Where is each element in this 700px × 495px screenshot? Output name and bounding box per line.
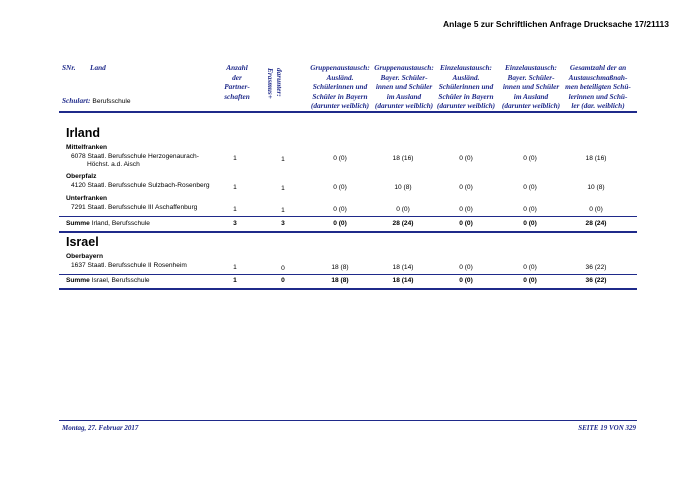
header-einzel-ausland [434, 63, 498, 111]
header-einzel-bayer [497, 63, 565, 111]
header-gruppen-bayer [370, 63, 438, 111]
schulart-value: Berufsschule [92, 98, 131, 105]
school-name: 7291 Staatl. Berufsschule III Aschaffenburg [71, 204, 198, 211]
sum-ind-in: 0 (0) [459, 277, 473, 284]
sum-rule-top [59, 274, 637, 275]
cell-partner: 1 [233, 264, 237, 271]
cell-ind-in: 0 (0) [459, 264, 473, 271]
cell-total: 10 (8) [587, 184, 605, 191]
country-heading-israel: Israel [66, 235, 99, 249]
header-line: Gruppenaustausch: [374, 63, 434, 72]
school-name: 1637 Staatl. Berufsschule II Rosenheim [71, 262, 187, 269]
header-line: Ausländ. [326, 72, 354, 82]
region-heading: Oberbayern [66, 253, 104, 260]
cell-total: 18 (16) [585, 155, 607, 162]
header-line: schaften [224, 91, 250, 101]
header-line: Bayer. Schüler- [507, 72, 555, 82]
header-line: Austauschmaßnah- [568, 72, 628, 82]
header-line: Gruppenaustausch: [310, 63, 370, 72]
school-line: Höchst. a.d. Aisch [87, 161, 140, 168]
sum-rule-top [59, 216, 637, 217]
cell-erasmus: 0 [281, 265, 285, 272]
header-line: (darunter weiblich) [310, 101, 370, 111]
sum-ind-in: 0 (0) [459, 220, 473, 227]
cell-grp-out: 10 (8) [394, 184, 412, 191]
header-line: Anzahl [226, 63, 248, 72]
cell-total: 0 (0) [589, 206, 603, 213]
sum-erasmus: 0 [281, 277, 285, 284]
sum-grp-in: 18 (8) [331, 277, 349, 284]
sum-total: 36 (22) [585, 277, 607, 284]
header-line: ler (dar. weiblich) [571, 101, 625, 111]
sum-word: Summe [66, 277, 90, 284]
schulart-label: Schulart: [62, 96, 91, 105]
document-title: Anlage 5 zur Schriftlichen Anfrage Drucksache 17/21113 [443, 19, 669, 29]
cell-ind-out: 0 (0) [523, 264, 537, 271]
header-line: Schülerinnen und [312, 82, 368, 92]
cell-erasmus: 1 [281, 207, 285, 214]
header-line: Ausländ. [452, 72, 480, 82]
cell-partner: 1 [233, 206, 237, 213]
cell-erasmus: 1 [281, 185, 285, 192]
sum-partner: 1 [233, 277, 237, 284]
cell-ind-in: 0 (0) [459, 155, 473, 162]
cell-grp-out: 18 (14) [392, 264, 414, 271]
cell-ind-out: 0 (0) [523, 184, 537, 191]
region-heading: Mittelfranken [66, 144, 108, 151]
sum-ind-out: 0 (0) [523, 277, 537, 284]
header-line: Partner- [224, 82, 250, 92]
cell-grp-in: 0 (0) [333, 206, 347, 213]
school-name [71, 153, 221, 169]
cell-erasmus: 1 [281, 156, 285, 163]
header-line: Gesamtzahl der an [569, 63, 627, 72]
cell-ind-in: 0 (0) [459, 184, 473, 191]
cell-partner: 1 [233, 155, 237, 162]
header-line: Bayer. Schüler- [380, 72, 428, 82]
cell-ind-in: 0 (0) [459, 206, 473, 213]
header-gruppen-ausland [306, 63, 374, 111]
school-name: 4120 Staatl. Berufsschule Sulzbach-Rosenberg [71, 182, 210, 189]
cell-grp-in: 0 (0) [333, 184, 347, 191]
header-rule [59, 111, 637, 113]
header-line: darunter: [275, 68, 284, 97]
header-line: Schüler in Bayern [438, 91, 494, 101]
region-heading: Oberpfalz [66, 173, 97, 180]
cell-grp-out: 18 (16) [392, 155, 414, 162]
cell-total: 36 (22) [585, 264, 607, 271]
footer-page: SEITE 19 VON 329 [578, 424, 636, 432]
sum-label-irland [66, 220, 150, 227]
cell-partner: 1 [233, 184, 237, 191]
header-line: im Ausland [513, 91, 549, 101]
header-line: innen und Schüler [502, 82, 560, 92]
sum-text: Israel, Berufsschule [91, 277, 150, 284]
header-line: Einzelaustausch: [440, 63, 492, 72]
sum-grp-out: 18 (14) [392, 277, 414, 284]
sum-text: Irland, Berufsschule [91, 220, 150, 227]
header-line: der [232, 72, 242, 82]
header-partnerschaften [212, 63, 262, 101]
cell-ind-out: 0 (0) [523, 206, 537, 213]
sum-grp-out: 28 (24) [392, 220, 414, 227]
header-gesamtzahl [562, 63, 634, 111]
header-line: innen und Schüler [375, 82, 433, 92]
school-line: 6078 Staatl. Berufsschule Herzogenaurach- [71, 153, 199, 160]
header-line: men beteiligten Schü- [565, 82, 631, 92]
country-rule [59, 231, 637, 233]
sum-grp-in: 0 (0) [333, 220, 347, 227]
header-line: (darunter weiblich) [374, 101, 434, 111]
header-line: Erasmus+ [266, 68, 275, 99]
cell-grp-in: 18 (8) [331, 264, 349, 271]
header-line: lerinnen und Schü- [568, 91, 628, 101]
country-rule [59, 288, 637, 290]
cell-ind-out: 0 (0) [523, 155, 537, 162]
footer-rule [59, 420, 637, 421]
header-line: (darunter weiblich) [501, 101, 561, 111]
sum-erasmus: 3 [281, 220, 285, 227]
header-snr: SNr. [62, 63, 76, 72]
footer-date: Montag, 27. Februar 2017 [62, 424, 139, 432]
header-schulart [62, 96, 131, 105]
header-line: Schüler in Bayern [312, 91, 368, 101]
header-erasmus [266, 68, 284, 110]
region-heading: Unterfranken [66, 195, 108, 202]
sum-total: 28 (24) [585, 220, 607, 227]
header-land: Land [90, 63, 106, 72]
country-heading-irland: Irland [66, 126, 101, 140]
sum-label-israel [66, 277, 150, 284]
sum-word: Summe [66, 220, 90, 227]
sum-partner: 3 [233, 220, 237, 227]
header-line: im Ausland [386, 91, 422, 101]
cell-grp-out: 0 (0) [396, 206, 410, 213]
cell-grp-in: 0 (0) [333, 155, 347, 162]
header-line: Einzelaustausch: [505, 63, 557, 72]
sum-ind-out: 0 (0) [523, 220, 537, 227]
header-line: (darunter weiblich) [436, 101, 496, 111]
header-line: Schülerinnen und [438, 82, 494, 92]
